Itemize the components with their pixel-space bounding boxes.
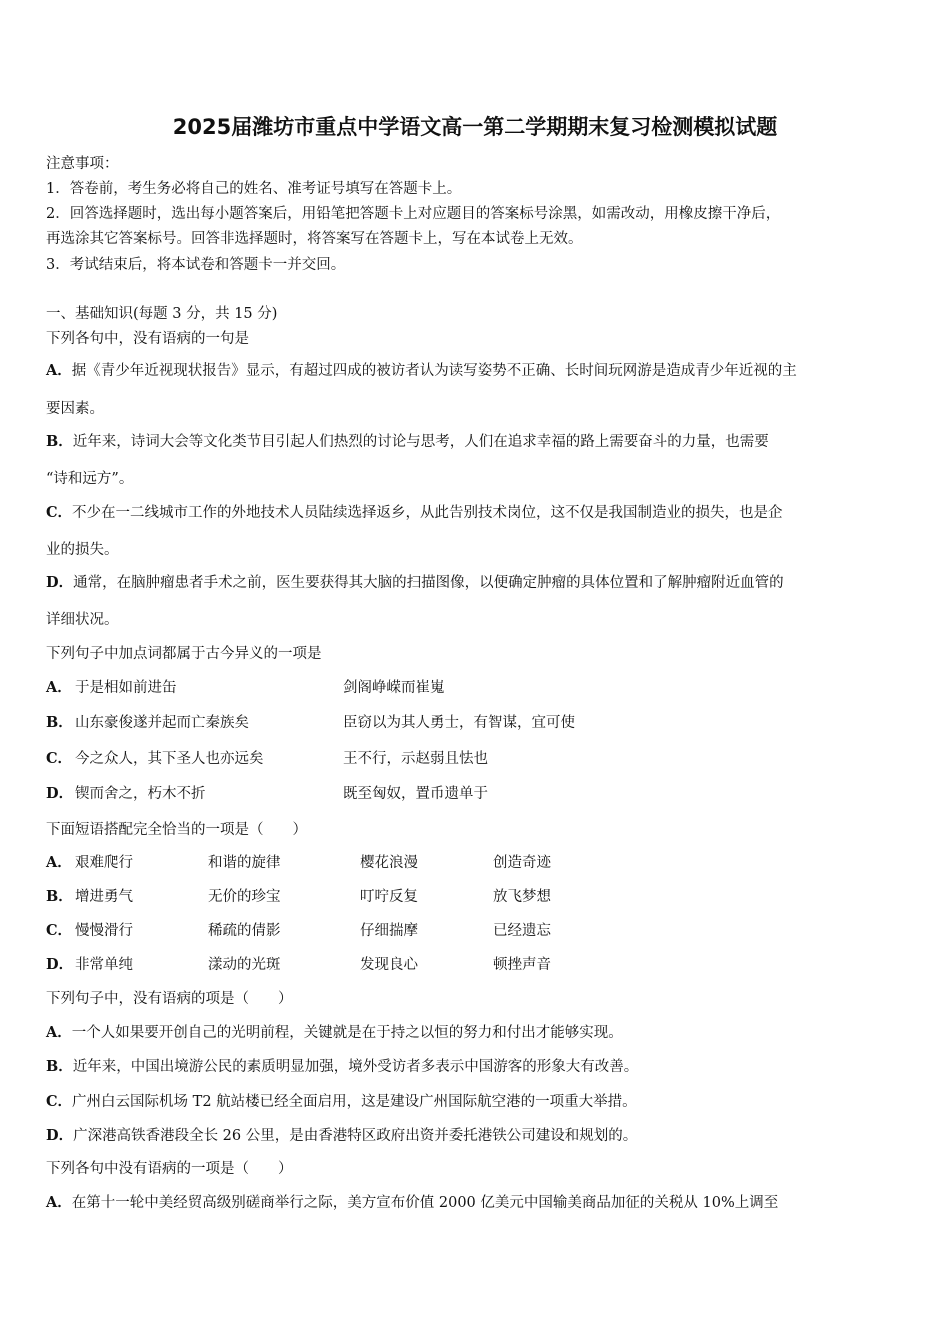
option-right: 剑阁峥嵘而崔嵬 [343, 680, 445, 696]
option-a-cont: 要因素。 [46, 401, 104, 417]
phrase-cell: 稀疏的倩影 [208, 923, 281, 939]
phrase-cell: 增进勇气 [75, 889, 133, 905]
section-heading: 一、基础知识(每题 3 分，共 15 分) [46, 306, 278, 322]
phrase-cell: 艰难爬行 [75, 855, 133, 871]
option-c: C．广州白云国际机场 T2 航站楼已经全面启用，这是建设广州国际航空港的一项重大举措。 [46, 1093, 637, 1110]
option-b-cont: “诗和远方”。 [46, 471, 134, 487]
notice-heading: 注意事项： [46, 156, 119, 172]
notice-item: 再选涂其它答案标号。回答非选择题时，将答案写在答题卡上，写在本试卷上无效。 [46, 231, 583, 247]
option-label: C． [46, 750, 73, 767]
option-a: A．一个人如果要开创自己的光明前程，关键就是在于持之以恒的努力和付出才能够实现。 [46, 1024, 623, 1041]
option-right: 既至匈奴，置币遗单于 [343, 786, 488, 802]
phrase-cell: 樱花浪漫 [360, 855, 418, 871]
phrase-cell: 非常单纯 [75, 957, 133, 973]
option-left: 今之众人，其下圣人也亦远矣 [75, 751, 264, 767]
notice-item: 3．考试结束后，将本试卷和答题卡一并交回。 [46, 257, 346, 273]
option-d-cont: 详细状况。 [46, 612, 119, 628]
question-stem: 下列句子中，没有语病的项是（ ） [46, 991, 293, 1007]
option-c: C．不少在一二线城市工作的外地技术人员陆续选择返乡，从此告别技术岗位，这不仅是我国制造业的损失，也是企 [46, 504, 783, 521]
option-label: A． [46, 854, 72, 871]
phrase-cell: 和谐的旋律 [208, 855, 281, 871]
option-b: B．近年来，诗词大会等文化类节目引起人们热烈的讨论与思考，人们在追求幸福的路上需要奋斗的力量，也需要 [46, 433, 769, 450]
phrase-cell: 无价的珍宝 [208, 889, 281, 905]
option-a: A．在第十一轮中美经贸高级别磋商举行之际，美方宣布价值 2000 亿美元中国输美商品加征的关税从 10%上调至 [46, 1194, 779, 1211]
phrase-cell: 叮咛反复 [360, 889, 418, 905]
phrase-cell: 创造奇迹 [493, 855, 551, 871]
option-label: B． [46, 888, 73, 905]
phrase-cell: 发现良心 [360, 957, 418, 973]
phrase-cell: 放飞梦想 [493, 889, 551, 905]
option-b: B．近年来，中国出境游公民的素质明显加强，境外受访者多表示中国游客的形象大有改善。 [46, 1058, 639, 1075]
option-label: C． [46, 922, 73, 939]
option-label: D． [46, 785, 74, 802]
option-a: A．据《青少年近视现状报告》显示，有超过四成的被访者认为读写姿势不正确、长时间玩网游是造成青少年近视的主 [46, 362, 797, 379]
option-right: 王不行，示赵弱且怯也 [343, 751, 488, 767]
question-stem: 下列各句中没有语病的一项是（ ） [46, 1161, 293, 1177]
question-stem: 下面短语搭配完全恰当的一项是（ ） [46, 822, 307, 838]
option-d: D．广深港高铁香港段全长 26 公里，是由香港特区政府出资并委托港铁公司建设和规划的。 [46, 1127, 638, 1144]
notice-item: 2．回答选择题时，选出每小题答案后，用铅笔把答题卡上对应题目的答案标号涂黑，如需改动，用橡皮擦干净后， [46, 206, 781, 222]
phrase-cell: 仔细揣摩 [360, 923, 418, 939]
question-stem: 下列各句中，没有语病的一句是 [46, 331, 249, 347]
phrase-cell: 慢慢滑行 [75, 923, 133, 939]
page-title: 2025届潍坊市重点中学语文高一第二学期期末复习检测模拟试题 [172, 115, 778, 139]
phrase-cell: 顿挫声音 [493, 957, 551, 973]
phrase-cell: 已经遗忘 [493, 923, 551, 939]
option-label: D． [46, 956, 74, 973]
option-label: B． [46, 714, 73, 731]
option-c-cont: 业的损失。 [46, 542, 119, 558]
option-left: 于是相如前进缶 [75, 680, 177, 696]
option-label: A． [46, 679, 72, 696]
question-stem: 下列句子中加点词都属于古今异义的一项是 [46, 646, 322, 662]
notice-item: 1．答卷前，考生务必将自己的姓名、准考证号填写在答题卡上。 [46, 181, 462, 197]
option-left: 锲而舍之，朽木不折 [75, 786, 206, 802]
option-d: D．通常，在脑肿瘤患者手术之前，医生要获得其大脑的扫描图像，以便确定肿瘤的具体位置和了解肿瘤附近血管的 [46, 574, 784, 591]
option-left: 山东豪俊遂并起而亡秦族矣 [75, 715, 249, 731]
phrase-cell: 漾动的光斑 [208, 957, 281, 973]
option-right: 臣窃以为其人勇士，有智谋，宜可使 [343, 715, 575, 731]
